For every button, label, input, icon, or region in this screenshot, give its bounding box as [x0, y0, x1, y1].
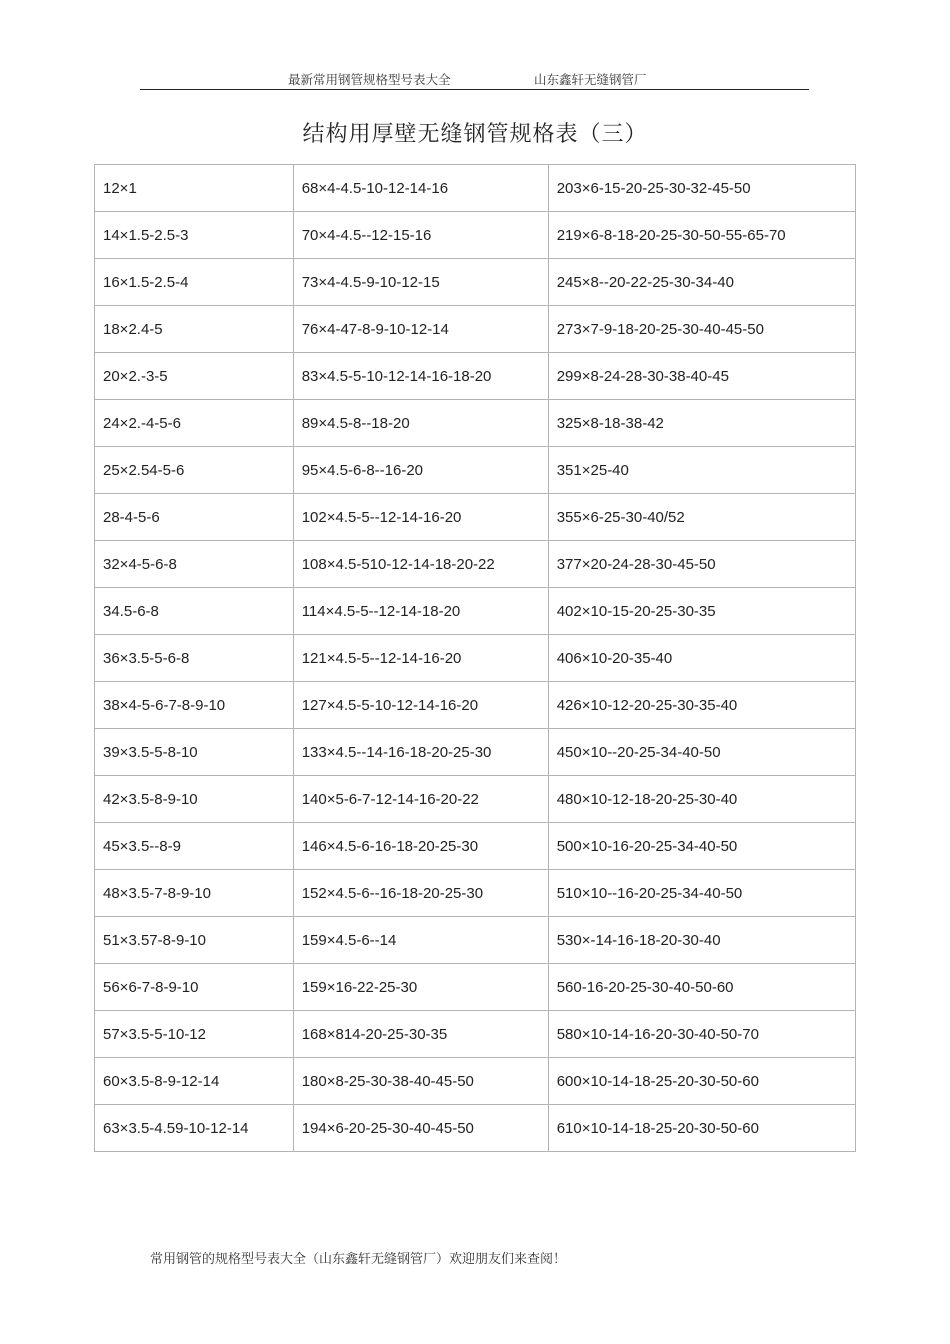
table-cell: 203×6-15-20-25-30-32-45-50	[548, 165, 855, 212]
table-cell: 68×4-4.5-10-12-14-16	[293, 165, 548, 212]
table-cell: 610×10-14-18-25-20-30-50-60	[548, 1105, 855, 1152]
table-row	[95, 541, 856, 588]
table-cell: 56×6-7-8-9-10	[95, 964, 294, 1011]
header-company-name: 山东鑫轩无缝钢管厂	[534, 72, 647, 87]
table-cell: 14×1.5-2.5-3	[95, 212, 294, 259]
table-row	[95, 259, 856, 306]
table-cell: 45×3.5--8-9	[95, 823, 294, 870]
table-cell: 34.5-6-8	[95, 588, 294, 635]
table-cell: 480×10-12-18-20-25-30-40	[548, 776, 855, 823]
table-cell: 146×4.5-6-16-18-20-25-30	[293, 823, 548, 870]
table-cell: 500×10-16-20-25-34-40-50	[548, 823, 855, 870]
table-cell: 377×20-24-28-30-45-50	[548, 541, 855, 588]
table-cell: 152×4.5-6--16-18-20-25-30	[293, 870, 548, 917]
table-cell: 600×10-14-18-25-20-30-50-60	[548, 1058, 855, 1105]
table-cell: 121×4.5-5--12-14-16-20	[293, 635, 548, 682]
table-cell: 351×25-40	[548, 447, 855, 494]
table-cell: 159×4.5-6--14	[293, 917, 548, 964]
table-cell: 73×4-4.5-9-10-12-15	[293, 259, 548, 306]
table-cell: 63×3.5-4.59-10-12-14	[95, 1105, 294, 1152]
table-cell: 24×2.-4-5-6	[95, 400, 294, 447]
table-cell: 133×4.5--14-16-18-20-25-30	[293, 729, 548, 776]
header-doc-title: 最新常用钢管规格型号表大全	[288, 72, 451, 87]
table-cell: 32×4-5-6-8	[95, 541, 294, 588]
table-cell: 57×3.5-5-10-12	[95, 1011, 294, 1058]
table-cell: 168×814-20-25-30-35	[293, 1011, 548, 1058]
table-cell: 12×1	[95, 165, 294, 212]
table-cell: 89×4.5-8--18-20	[293, 400, 548, 447]
table-cell: 60×3.5-8-9-12-14	[95, 1058, 294, 1105]
table-row	[95, 353, 856, 400]
table-cell: 70×4-4.5--12-15-16	[293, 212, 548, 259]
table-row	[95, 635, 856, 682]
table-cell: 108×4.5-510-12-14-18-20-22	[293, 541, 548, 588]
table-row	[95, 1011, 856, 1058]
table-cell: 48×3.5-7-8-9-10	[95, 870, 294, 917]
table-cell: 76×4-47-8-9-10-12-14	[293, 306, 548, 353]
table-cell: 51×3.57-8-9-10	[95, 917, 294, 964]
table-cell: 426×10-12-20-25-30-35-40	[548, 682, 855, 729]
table-cell: 16×1.5-2.5-4	[95, 259, 294, 306]
table-row	[95, 588, 856, 635]
table-cell: 140×5-6-7-12-14-16-20-22	[293, 776, 548, 823]
table-row	[95, 682, 856, 729]
table-row	[95, 447, 856, 494]
table-row	[95, 400, 856, 447]
page-footer: 常用钢管的规格型号表大全（山东鑫轩无缝钢管厂）欢迎朋友们来查阅！	[150, 1252, 567, 1267]
table-row	[95, 870, 856, 917]
table-cell: 20×2.-3-5	[95, 353, 294, 400]
table-cell: 102×4.5-5--12-14-16-20	[293, 494, 548, 541]
table-row	[95, 1105, 856, 1152]
page-header	[140, 68, 809, 90]
table-row	[95, 1058, 856, 1105]
table-cell: 355×6-25-30-40/52	[548, 494, 855, 541]
table-row	[95, 917, 856, 964]
spec-table-body	[95, 165, 856, 1152]
table-cell: 194×6-20-25-30-40-45-50	[293, 1105, 548, 1152]
table-row	[95, 494, 856, 541]
table-cell: 219×6-8-18-20-25-30-50-55-65-70	[548, 212, 855, 259]
table-cell: 36×3.5-5-6-8	[95, 635, 294, 682]
table-cell: 510×10--16-20-25-34-40-50	[548, 870, 855, 917]
spec-table	[94, 164, 856, 1152]
table-cell: 406×10-20-35-40	[548, 635, 855, 682]
table-cell: 450×10--20-25-34-40-50	[548, 729, 855, 776]
table-cell: 580×10-14-16-20-30-40-50-70	[548, 1011, 855, 1058]
table-row	[95, 165, 856, 212]
table-row	[95, 964, 856, 1011]
table-cell: 83×4.5-5-10-12-14-16-18-20	[293, 353, 548, 400]
table-cell: 39×3.5-5-8-10	[95, 729, 294, 776]
table-cell: 28-4-5-6	[95, 494, 294, 541]
table-cell: 325×8-18-38-42	[548, 400, 855, 447]
table-row	[95, 306, 856, 353]
page-title: 结构用厚壁无缝钢管规格表（三）	[302, 122, 648, 147]
table-cell: 560-16-20-25-30-40-50-60	[548, 964, 855, 1011]
table-row	[95, 212, 856, 259]
table-cell: 18×2.4-5	[95, 306, 294, 353]
table-cell: 245×8--20-22-25-30-34-40	[548, 259, 855, 306]
table-row	[95, 823, 856, 870]
table-cell: 402×10-15-20-25-30-35	[548, 588, 855, 635]
table-cell: 180×8-25-30-38-40-45-50	[293, 1058, 548, 1105]
table-cell: 95×4.5-6-8--16-20	[293, 447, 548, 494]
table-row	[95, 776, 856, 823]
table-cell: 127×4.5-5-10-12-14-16-20	[293, 682, 548, 729]
table-cell: 273×7-9-18-20-25-30-40-45-50	[548, 306, 855, 353]
table-cell: 114×4.5-5--12-14-18-20	[293, 588, 548, 635]
table-cell: 159×16-22-25-30	[293, 964, 548, 1011]
table-cell: 38×4-5-6-7-8-9-10	[95, 682, 294, 729]
table-cell: 25×2.54-5-6	[95, 447, 294, 494]
table-cell: 299×8-24-28-30-38-40-45	[548, 353, 855, 400]
table-cell: 530×-14-16-18-20-30-40	[548, 917, 855, 964]
table-row	[95, 729, 856, 776]
table-cell: 42×3.5-8-9-10	[95, 776, 294, 823]
